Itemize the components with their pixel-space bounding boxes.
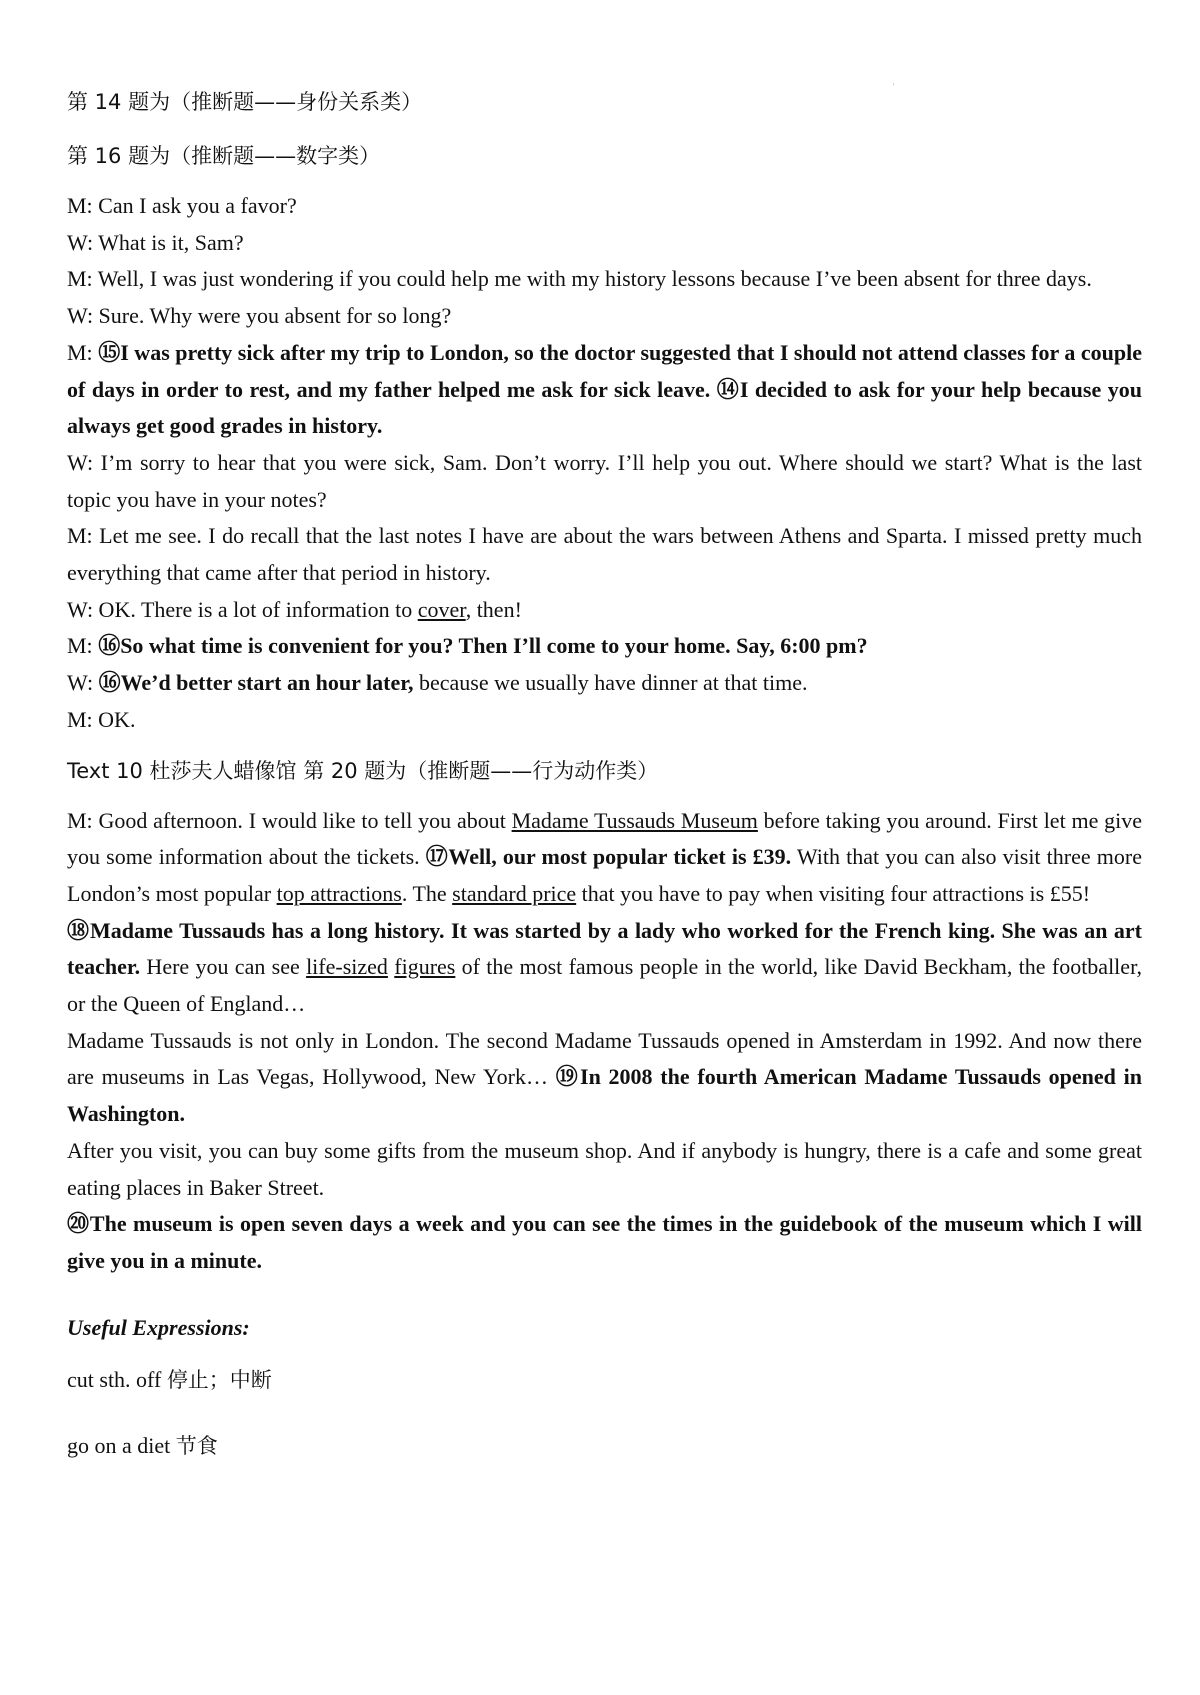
useful-expressions-title: Useful Expressions:	[67, 1314, 250, 1340]
key-sentence: ⑯We’d better start an hour later,	[98, 670, 414, 696]
dialogue-line: M: Well, I was just wondering if you could help me with my history lessons because I’ve been absent for three days.	[67, 266, 1092, 292]
dialogue-line: M: Can I ask you a favor?	[67, 193, 297, 218]
monologue-paragraph: ⑱Madame Tussauds has a long history. It was started by a lady who worked for the French king. She was an art teacher. Here you can see life-sized figures of the most famous people in the world, like David Beckham, the footballer, or the Queen of England…	[67, 917, 1143, 1017]
monologue-paragraph: Madame Tussauds is not only in London. The second Madame Tussauds opened in Amsterdam in 1992. And now there are museums in Las Vegas, Hollywood, New York… ⑲In 2008 the fourth American Madame Tussauds opened in Washington.	[67, 1027, 1142, 1127]
underlined-word: cover	[417, 596, 466, 622]
heading-q16: 第 16 题为（推断题——数字类）	[67, 144, 381, 168]
expression-item: go on a diet 节食	[67, 1432, 218, 1458]
dialogue-line: W: What is it, Sam?	[67, 229, 244, 255]
key-sentence: ⑮I was pretty sick after my trip to London, so the doctor suggested that I should not attend classes for a couple of days in order to rest, and my father helped me ask for sick leave. ⑭I decided to ask for your help because you always get good grades in history.	[67, 339, 1142, 439]
dialogue-line: W: Sure. Why were you absent for so long?	[67, 303, 452, 329]
dialogue-line: W: OK. There is a lot of information to cover, then!	[67, 596, 522, 622]
dialogue-line: M: Let me see. I do recall that the last notes I have are about the wars between Athens and Sparta. I missed pretty much everything that came after that period in history.	[67, 523, 1142, 586]
dialogue-line: W: ⑯We’d better start an hour later, because we usually have dinner at that time.	[67, 670, 808, 696]
heading-q14: 第 14 题为（推断题——身份关系类）	[67, 90, 423, 114]
heading-text10: Text 10 杜莎夫人蜡像馆 第 20 题为（推断题——行为动作类）	[67, 758, 659, 783]
dialogue-line: W: I’m sorry to hear that you were sick, Sam. Don’t worry. I’ll help you out. Where should we start? What is the last topic you have in your notes?	[67, 449, 1142, 512]
dialogue	[67, 188, 1142, 739]
dialogue-line: M: OK.	[67, 706, 136, 732]
page-mark: '	[893, 82, 895, 91]
monologue-paragraph: ⑳The museum is open seven days a week and you can see the times in the guidebook of the museum which I will give you in a minute.	[67, 1211, 1142, 1273]
expression-item: cut sth. off 停止；中断	[67, 1366, 272, 1392]
dialogue-line: M: ⑮I was pretty sick after my trip to London, so the doctor suggested that I should not attend classes for a couple of days in order to rest, and my father helped me ask for sick leave. ⑭I decided to ask for your help because you always get good grades in history.	[67, 339, 1142, 439]
key-sentence: ⑯So what time is convenient for you? Then I’ll come to your home. Say, 6:00 pm?	[98, 633, 868, 659]
monologue-paragraph: After you visit, you can buy some gifts from the museum shop. And if anybody is hungry, there is a cafe and some great eating places in Baker Street.	[67, 1137, 1142, 1200]
monologue	[67, 803, 1142, 1280]
dialogue-line: M: ⑯So what time is convenient for you? Then I’ll come to your home. Say, 6:00 pm?	[67, 633, 868, 659]
monologue-paragraph: M: Good afternoon. I would like to tell you about Madame Tussauds Museum before taking you around. First let me give you some information about the tickets. ⑰Well, our most popular ticket is £39. With that you can also visit three more London’s most popular top attractions. The standard price that you have to pay when visiting four attractions is £55!	[67, 807, 1143, 906]
